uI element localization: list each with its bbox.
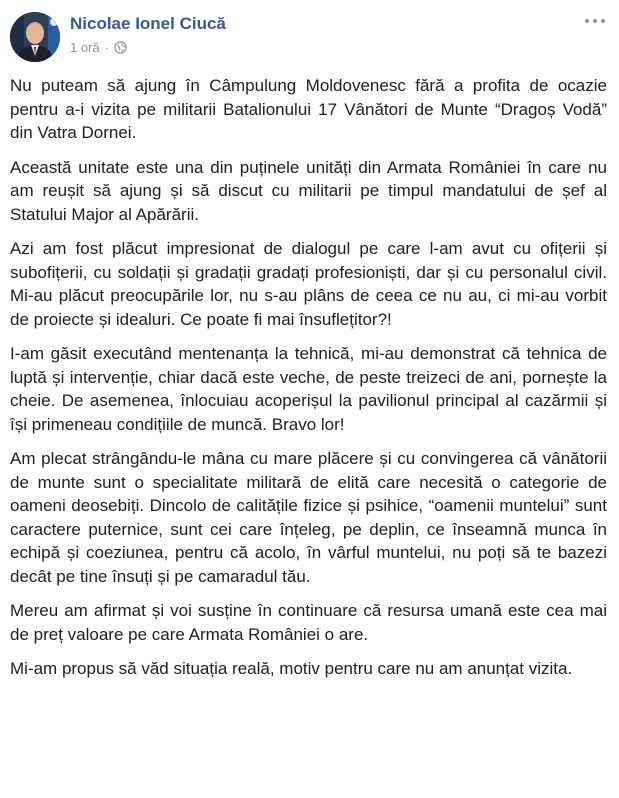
post-paragraph: Nu puteam să ajung în Câmpulung Moldovenesc fără a profita de ocazie pentru a-i vizita pe militarii Batalionului 17 Vânători de Munte “Dragoș Vodă” din Vatra Dornei. (10, 76, 607, 142)
post-paragraph: Mereu am afirmat și voi susține în continuare că resursa umană este cea mai de preț valoare pe care Armata României o are. (10, 601, 607, 644)
avatar[interactable] (10, 12, 60, 62)
meta-separator: · (104, 40, 109, 55)
avatar-photo-icon (10, 12, 60, 62)
post-timestamp-link[interactable]: 1 oră (70, 40, 100, 55)
post-paragraph: Această unitate este una din puținele unități din Armata României în care nu am reușit să ajung și să discut cu militarii pe timpul mandatului de șef al Statului Major al Apărării. (10, 157, 607, 224)
post-paragraph: Azi am fost plăcut impresionat de dialogul pe care l-am avut cu ofițerii și subofițerii, cu soldații și gradații gradați profesioniști, dar și cu personalul civil. Mi-au plăcut preocupările lor, nu s-au plâns de ceea ce nu au, ci mi-au vorbit de proiecte și idealuri. Ce poate fi mai însuflețitor?! (10, 239, 607, 329)
post-paragraph: I-am găsit executând mentenanța la tehnică, mi-au demonstrat că tehnica de luptă și intervenție, chiar dacă este veche, de peste treizeci de ani, pornește la cheie. De asemenea, înlocuiau acoperișul la pavilionul principal al cazărmii și își primeneau condițiile de muncă. Bravo lor! (10, 344, 607, 434)
post-paragraph: Am plecat strângându-le mâna cu mare plăcere și cu convingerea că vânătorii de munte sunt o specialitate militară de elită care necesită o categorie de oameni deosebiți. Dincolo de calitățile fizice și psihice, “oamenii muntelui” sunt caractere puternice, sunt cei care înțeleg, pe deplin, ce înseamnă munca în echipă și coeziunea, pentru că acolo, în vârful muntelui, nu poți să te bazezi decât pe tine însuți și pe camaradul tău. (10, 449, 607, 586)
post-meta (70, 40, 127, 55)
author-name-link[interactable]: Nicolae Ionel Ciucă (70, 14, 226, 33)
post-header (10, 10, 609, 62)
post-body (10, 74, 607, 692)
post-paragraph: Mi-am propus să văd situația reală, motiv pentru care nu am anunțat vizita. (10, 659, 573, 678)
more-options-icon[interactable] (585, 14, 605, 28)
globe-icon[interactable] (114, 41, 127, 54)
